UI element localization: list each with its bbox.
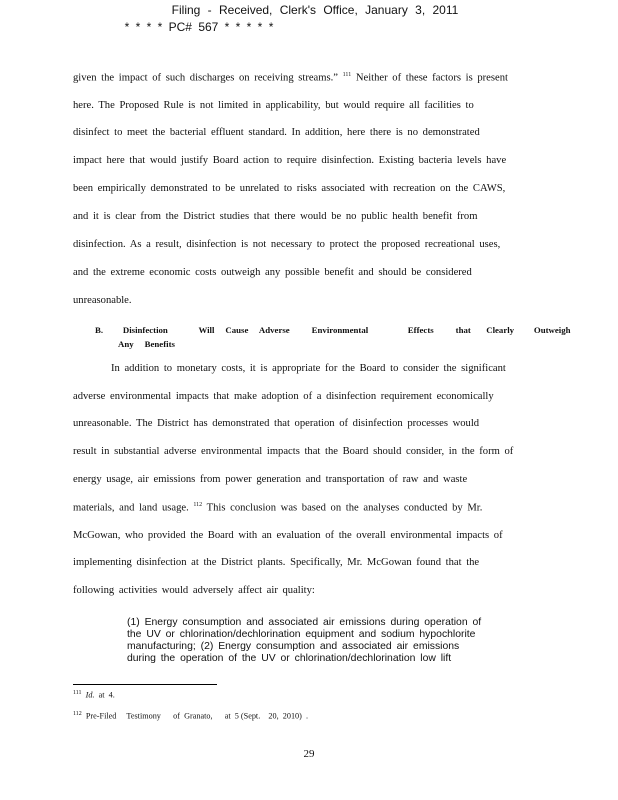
body-line: energy usage, air emissions from power generation and transportation of raw and waste: [73, 474, 468, 485]
body-line: adverse environmental impacts that make adoption of a disinfection requirement economically: [73, 391, 494, 402]
body-line: implementing disinfection at the District plants. Specifically, Mr. McGowan found that the: [73, 557, 480, 568]
block-quote-line: manufacturing; (2) Energy consumption and associated air emissions: [127, 641, 460, 652]
block-quote-line: during the operation of the UV or chlorination/dechlorination low lift: [127, 653, 452, 664]
body-line: and the extreme economic costs outweigh any possible benefit and should be considered: [73, 267, 472, 278]
body-line: In addition to monetary costs, it is appropriate for the Board to consider the significant: [111, 363, 506, 374]
body-line: unreasonable. The District has demonstrated that operation of disinfection processes would: [73, 418, 480, 429]
block-quote-line: the UV or chlorination/dechlorination equipment and sodium hypochlorite: [127, 629, 476, 640]
block-quote-line: (1) Energy consumption and associated air emissions during operation of: [127, 617, 482, 628]
body-line: impact here that would justify Board action to require disinfection. Existing bacteria levels have: [73, 155, 507, 166]
filing-header: Filing - Received, Clerk's Office, January 3, 2011: [171, 3, 459, 17]
body-line: materials, and land usage. $^{112}$ This conclusion was based on the analyses conducted by Mr.: [73, 502, 483, 514]
body-line: disinfect to meet the bacterial effluent standard. In addition, here there is no demonstrated: [73, 127, 480, 138]
body-line: been empirically demonstrated to be unrelated to risks associated with recreation on the CAWS,: [73, 183, 506, 194]
footnote-112: $^{112}$ Pre-Filed Testimony of Granato, at 5 (Sept. 20, 2010) .: [73, 711, 309, 721]
body-line: disinfection. As a result, disinfection is not necessary to protect the proposed recreational uses,: [73, 239, 501, 250]
section-heading-cont: Any Benefits: [118, 339, 175, 349]
body-line: given the impact of such discharges on receiving streams.” $^{111}$ Neither of these factors is present: [73, 72, 508, 84]
body-line: unreasonable.: [73, 295, 132, 306]
footnote-divider: [73, 684, 217, 685]
pc-number-header: * * * * PC# 567 * * * * *: [124, 20, 274, 34]
footnote-111: $^{111}$ Id. at 4.: [73, 690, 115, 700]
section-heading: B. Disinfection Will Cause Adverse Environmental Effects that Clearly Outweigh: [95, 325, 571, 335]
body-line: McGowan, who provided the Board with an evaluation of the overall environmental impacts of: [73, 530, 503, 541]
body-line: here. The Proposed Rule is not limited in applicability, but would require all facilities to: [73, 100, 474, 111]
body-line: result in substantial adverse environmental impacts that the Board should consider, in the form of: [73, 446, 514, 457]
body-line: and it is clear from the District studies that there would be no public health benefit from: [73, 211, 478, 222]
page-number: 29: [303, 748, 315, 760]
footnote-ref: 111: [342, 72, 352, 78]
body-line: following activities would adversely affect air quality:: [73, 585, 315, 596]
footnote-ref: 112: [193, 502, 203, 508]
